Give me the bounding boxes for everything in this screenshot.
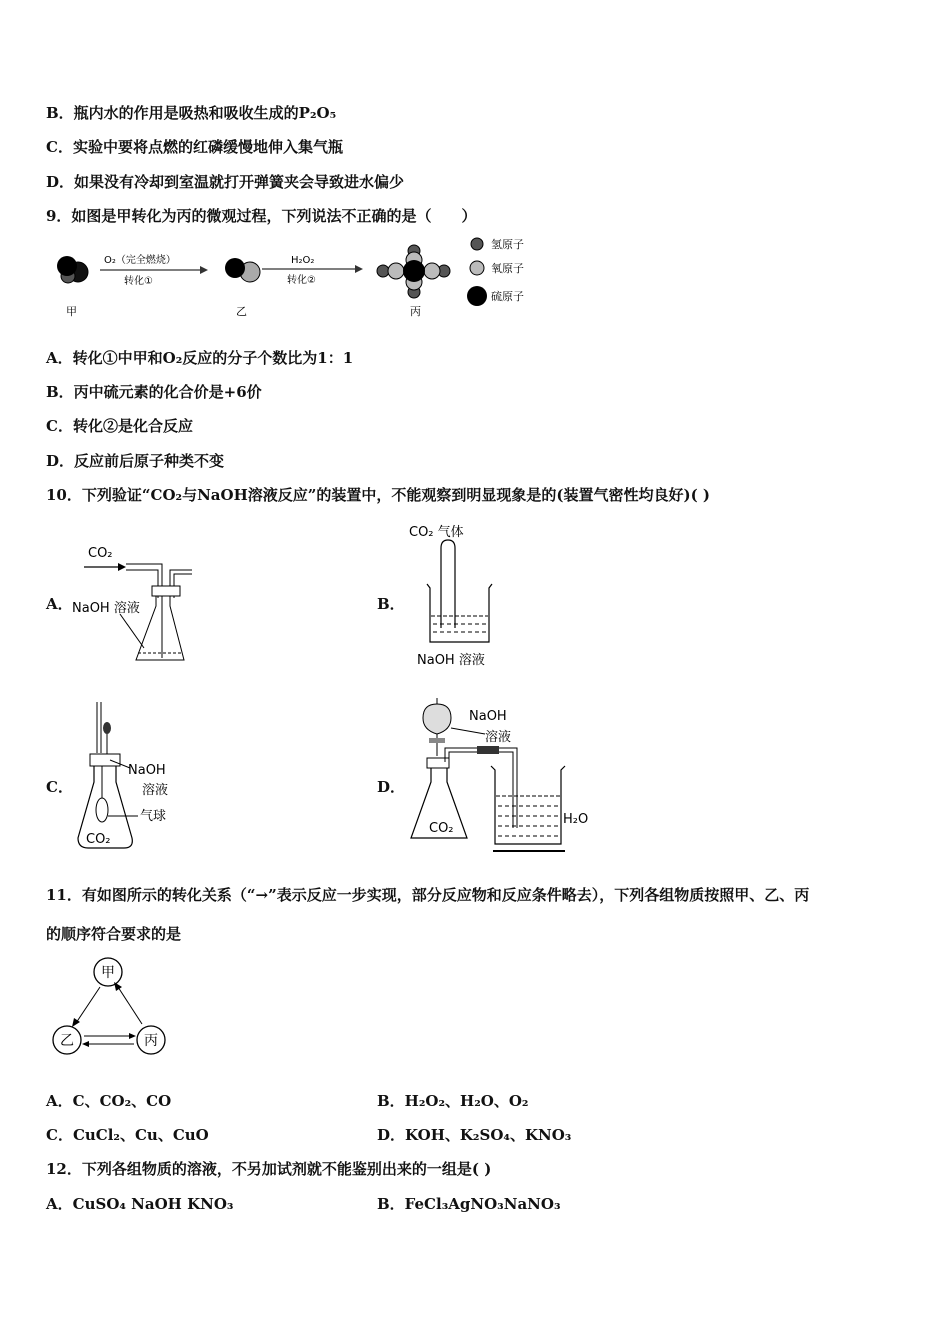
figD-rubber-joint [477, 746, 499, 754]
q11-option-b: B．H₂O₂、H₂O、O₂ [377, 1092, 529, 1110]
q10-label-c: C． [46, 778, 73, 796]
molecule-jia [57, 256, 88, 283]
arrow-1-top-label: O₂（完全燃烧） [104, 255, 176, 266]
figA-gas-label: CO₂ [88, 546, 113, 561]
q11-option-c: C．CuCl₂、Cu、CuO [46, 1126, 209, 1144]
legend-sulfur-icon [467, 286, 487, 306]
legend-oxygen-icon [470, 261, 484, 275]
q8-option-c: C．实验中要将点燃的红磷缓慢地伸入集气瓶 [46, 138, 343, 156]
figB-test-tube [441, 540, 455, 628]
q11-stem-line2: 的顺序符合要求的是 [46, 925, 182, 943]
q10-label-b: B． [377, 595, 405, 613]
molecule-bing [377, 245, 450, 298]
arrow-1-head [200, 266, 208, 274]
legend-hydrogen: 氢原子 [491, 238, 524, 251]
q10-stem: 10．下列验证“CO₂与NaOH溶液反应”的装置中，不能观察到明显现象是的(装置气密性均良好)( ) [46, 486, 710, 504]
arrow-bing-to-jia [118, 987, 142, 1024]
node-yi-label: 乙 [60, 1033, 74, 1049]
figA-pointer [120, 614, 144, 648]
q9-option-d: D．反应前后原子种类不变 [46, 452, 225, 470]
q12-option-b: B．FeCl₃AgNO₃NaNO₃ [377, 1195, 561, 1213]
q10-apparatus-d [405, 696, 605, 856]
figC-balloon-label: 气球 [140, 809, 167, 824]
q9-micro-process-figure [40, 232, 540, 327]
figD-solution-label: 溶液 [485, 730, 512, 745]
q11-option-d: D．KOH、K₂SO₄、KNO₃ [377, 1126, 572, 1144]
arrow-2-head [355, 265, 363, 273]
q8-option-d: D．如果没有冷却到室温就打开弹簧夹会导致进水偏少 [46, 173, 405, 191]
q9-option-b: B．丙中硫元素的化合价是+6价 [46, 383, 262, 401]
q9-option-c: C．转化②是化合反应 [46, 417, 193, 435]
q10-label-d: D． [377, 778, 406, 796]
figA-flask [136, 596, 184, 660]
arrow-jia-to-yi [76, 987, 100, 1023]
q10-apparatus-a [70, 540, 200, 670]
arrow-2-bottom-label: 转化② [287, 275, 316, 286]
figC-stopper [90, 754, 120, 766]
figD-water-label: H₂O [563, 812, 589, 827]
figD-naoh-label: NaOH [469, 709, 507, 724]
figB-gas-label: CO₂ 气体 [409, 525, 464, 540]
arrow-1-bottom-label: 转化① [124, 276, 153, 287]
figC-gas-label: CO₂ [86, 832, 111, 847]
node-bing-label: 丙 [144, 1033, 158, 1049]
q10-apparatus-c [72, 698, 192, 853]
figD-beaker [491, 766, 565, 844]
figA-solution-label: NaOH 溶液 [72, 601, 140, 616]
molecule-yi [225, 258, 260, 282]
figD-stopcock [429, 738, 445, 743]
figD-funnel [423, 704, 451, 734]
figD-stopper [427, 758, 449, 768]
node-jia-label: 甲 [101, 965, 115, 981]
label-bing: 丙 [410, 305, 421, 318]
q10-apparatus-b [405, 518, 515, 673]
figD-gas-label: CO₂ [429, 821, 454, 836]
arrow-2-top-label: H₂O₂ [291, 255, 315, 266]
q8-option-b: B．瓶内水的作用是吸热和吸收生成的P₂O₅ [46, 104, 337, 122]
q12-option-a: A．CuSO₄ NaOH KNO₃ [46, 1195, 234, 1213]
figC-solution-label: 溶液 [142, 783, 169, 798]
figD-pointer [451, 728, 485, 734]
q11-option-a: A．C、CO₂、CO [46, 1092, 172, 1110]
q12-stem: 12．下列各组物质的溶液，不另加试剂就不能鉴别出来的一组是( ) [46, 1160, 492, 1178]
arrow-bing-to-jia-head [114, 982, 122, 991]
figB-beaker [427, 584, 492, 642]
label-yi: 乙 [236, 305, 247, 318]
figA-gas-arrow-head [118, 563, 126, 571]
figB-solution-label: NaOH 溶液 [417, 653, 485, 668]
arrow-yi-to-bing-head [129, 1033, 136, 1039]
q10-label-a: A． [46, 595, 73, 613]
q11-stem-line1: 11．有如图所示的转化关系（“→”表示反应一步实现，部分反应物和反应条件略去），下列各组物质按照甲、乙、丙 [46, 886, 810, 904]
arrow-bing-to-yi-head [82, 1041, 89, 1047]
q9-stem: 9．如图是甲转化为丙的微观过程，下列说法不正确的是（ ） [46, 207, 477, 225]
legend-hydrogen-icon [471, 238, 483, 250]
figC-dropper-bulb [103, 722, 111, 734]
label-jia: 甲 [66, 305, 77, 318]
figA-stopper [152, 586, 180, 596]
figC-naoh-label: NaOH [128, 763, 166, 778]
legend-oxygen: 氧原子 [491, 262, 524, 275]
q9-option-a: A．转化①中甲和O₂反应的分子个数比为1：1 [46, 349, 354, 367]
figC-balloon [96, 798, 108, 822]
q11-conversion-figure [46, 955, 171, 1060]
legend-sulfur: 硫原子 [491, 290, 524, 303]
